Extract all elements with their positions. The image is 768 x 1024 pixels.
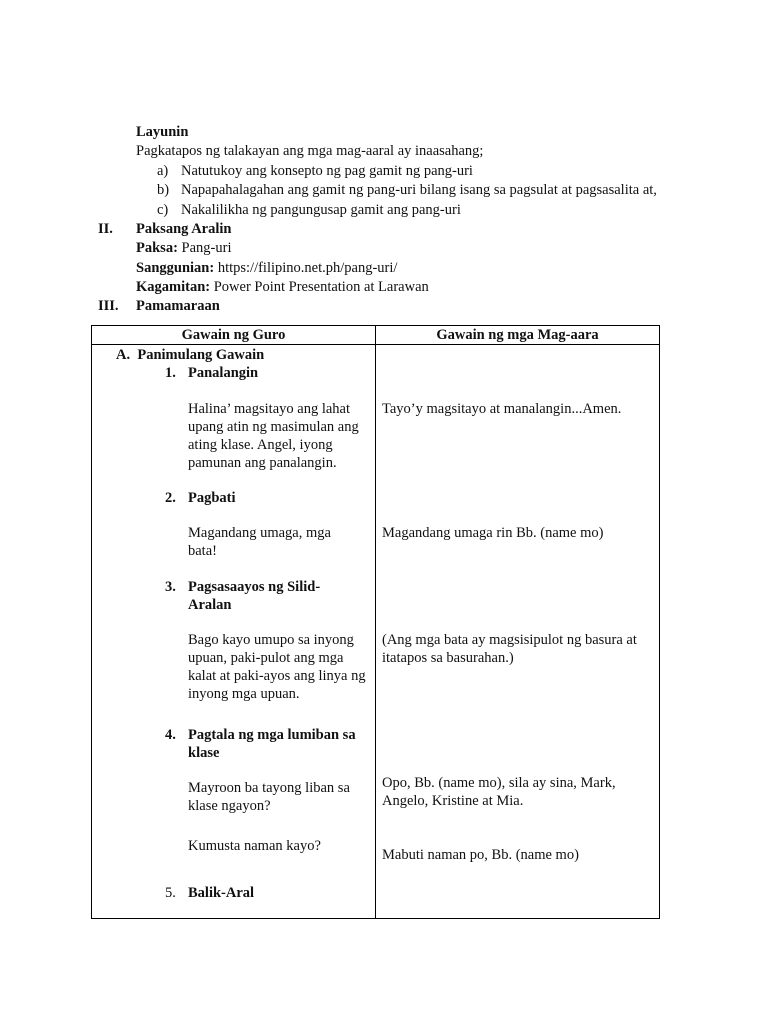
step-title: Pagbati: [188, 490, 236, 506]
step-title: Pagsasaayos ng Silid-Aralan: [188, 579, 321, 613]
teacher-pagbati: Magandang umaga, mga bata!: [188, 525, 331, 559]
teacher-pagsasaayos: Bago kayo umupo sa inyong upuan, paki-pulot ang mga kalat at paki-ayos ang linya ng inyong mga upuan.: [188, 632, 366, 702]
kagamitan-label: Kagamitan:: [136, 279, 211, 295]
header-divider: [92, 344, 659, 345]
teacher-kumusta: Kumusta naman kayo?: [188, 838, 321, 854]
teacher-panalangin: Halina’ magsitayo ang lahat upang atin ng masimulan ang ating klase. Angel, iyong pamunan ang panalangin.: [188, 401, 359, 471]
teacher-liban: Mayroon ba tayong liban sa klase ngayon?: [188, 780, 350, 814]
objective-marker: a): [157, 163, 169, 179]
sanggunian-label: Sanggunian:: [136, 260, 215, 276]
column-divider: [375, 326, 376, 918]
step-title: Pagtala ng mga lumiban sa klase: [188, 727, 356, 761]
step-number: 2.: [165, 490, 176, 506]
step-title: Balik-Aral: [188, 885, 255, 901]
step-number: 4.: [165, 727, 176, 743]
sanggunian-value: https://filipino.net.ph/pang-uri/: [217, 260, 398, 276]
paksa-line: [136, 239, 231, 257]
student-pagbati: Magandang umaga rin Bb. (name mo): [382, 525, 604, 541]
kagamitan-line: [136, 278, 429, 296]
layunin-heading: Layunin: [136, 124, 189, 140]
section-numeral: III.: [98, 298, 119, 314]
layunin-intro: Pagkatapos ng talakayan ang mga mag-aaral ay inaasahang;: [136, 143, 484, 159]
sanggunian-line: [136, 259, 397, 277]
part-a-heading: A. Panimulang Gawain: [116, 347, 265, 363]
objective-marker: b): [157, 182, 170, 198]
step-number: 3.: [165, 579, 176, 595]
teacher-column-header: Gawain ng Guro: [181, 327, 286, 343]
student-kumusta: Mabuti naman po, Bb. (name mo): [382, 847, 579, 863]
step-number: 1.: [165, 365, 176, 381]
paksang-aralin-heading: Paksang Aralin: [136, 221, 232, 237]
step-number: 5.: [165, 885, 176, 901]
kagamitan-value: Power Point Presentation at Larawan: [213, 279, 429, 295]
student-panalangin: Tayo’y magsitayo at manalangin...Amen.: [382, 401, 622, 417]
student-column-header: Gawain ng mga Mag-aara: [436, 327, 599, 343]
objective-text: Nakalilikha ng pangungusap gamit ang pang-uri: [181, 202, 461, 218]
activity-table: [91, 325, 660, 919]
student-liban: Opo, Bb. (name mo), sila ay sina, Mark, Angelo, Kristine at Mia.: [382, 775, 616, 809]
objective-text: Natutukoy ang konsepto ng pag gamit ng pang-uri: [181, 163, 473, 179]
paksa-label: Paksa:: [136, 240, 178, 256]
student-pagsasaayos: (Ang mga bata ay magsisipulot ng basura at itatapos sa basurahan.): [382, 632, 637, 666]
objective-marker: c): [157, 202, 169, 218]
pamamaraan-heading: Pamamaraan: [136, 298, 220, 314]
objective-text: Napapahalagahan ang gamit ng pang-uri bilang isang sa pagsulat at pagsasalita at,: [181, 182, 657, 198]
section-numeral: II.: [98, 221, 113, 237]
paksa-value: Pang-uri: [181, 240, 232, 256]
step-title: Panalangin: [188, 365, 259, 381]
